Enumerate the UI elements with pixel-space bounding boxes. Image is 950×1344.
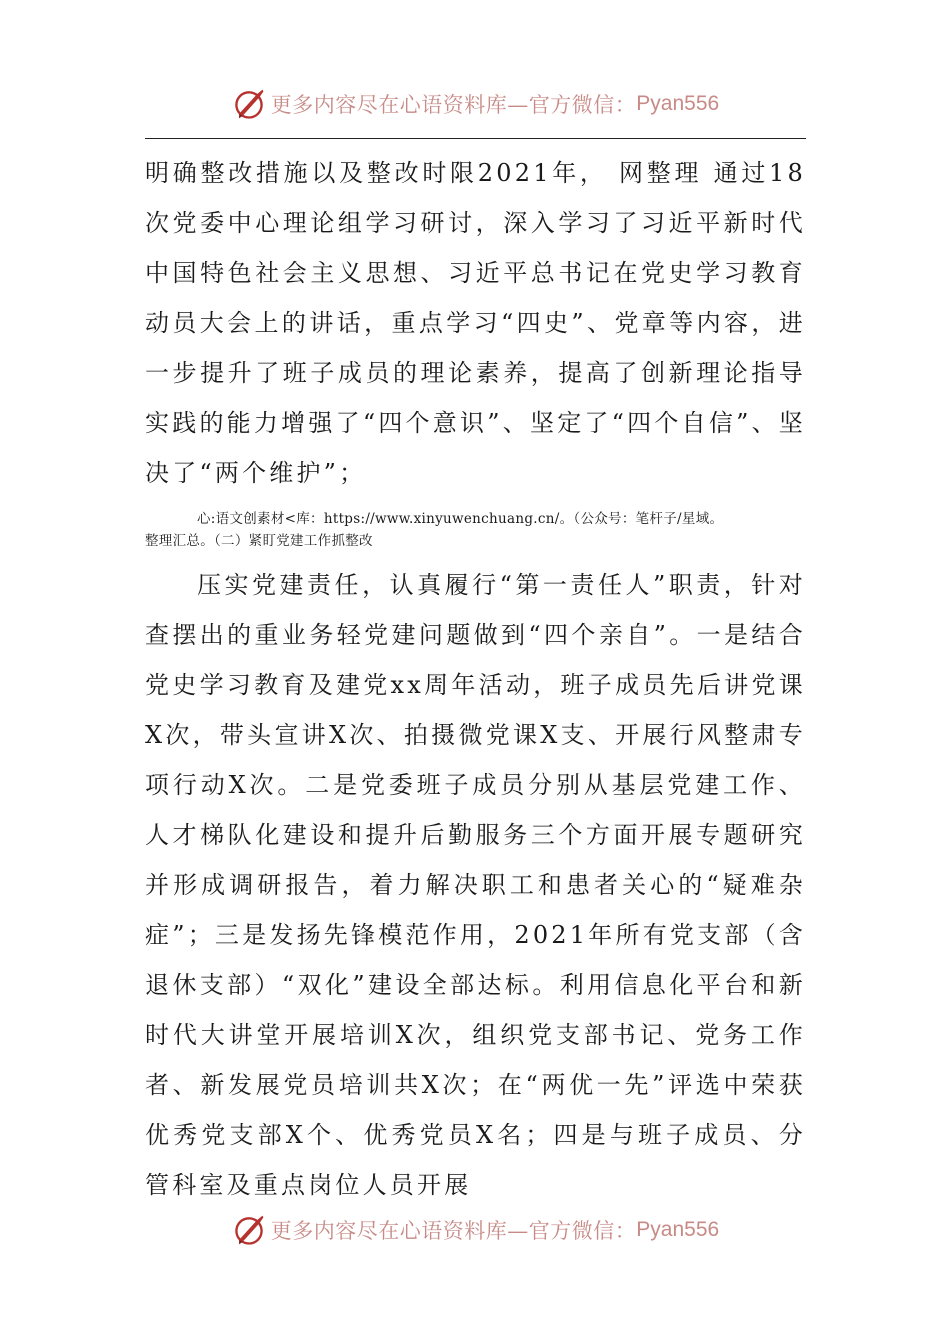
document-body [145, 148, 806, 1210]
header-banner [0, 82, 950, 126]
footer-banner [0, 1208, 950, 1252]
source-note [145, 508, 806, 552]
section-heading-line: 整理汇总。（二）紧盯党建工作抓整改 [145, 533, 373, 549]
header-divider [145, 138, 806, 139]
banner-text: 更多内容尽在心语资料库—官方微信： [270, 93, 637, 117]
body-paragraph: 压实党建责任，认真履行“第一责任人”职责，针对查摆出的重业务轻党建问题做到“四个亲自”。一是结合党史学习教育及建党xx周年活动，班子成员先后讲党课X次，带头宣讲X次、拍摄微党课X支、开展行风整肃专项行动X次。二是党委班子成员分别从基层党建工作、人才梯队化建设和提升后勤服务三个方面开展专题研究并形成调研报告，着力解决职工和患者关心的“疑难杂症”；三是发扬先锋模范作用，2021年所有党支部（含退休支部）“双化”建设全部达标。利用信息化平台和新时代大讲堂开展培训X次，组织党支部书记、党务工作者、新发展党员培训共X次；在“两优一先”评选中荣获优秀党支部X个、优秀党员X名；四是与班子成员、分管科室及重点岗位人员开展 [145, 571, 806, 1199]
wechat-id: Pyan556 [636, 92, 720, 115]
source-note-line: 心:语文创素材<库：https://www.xinyuwenchuang.cn/。（公众号：笔杆子/星域。 [197, 511, 724, 527]
pen-quill-logo-icon [231, 1212, 267, 1248]
body-paragraph: 明确整改措施以及整改时限2021年， 网整理 通过18次党委中心理论组学习研讨，深入学习了习近平新时代中国特色社会主义思想、习近平总书记在党史学习教育动员大会上的讲话，重点学习“四史”、党章等内容，进一步提升了班子成员的理论素养，提高了创新理论指导实践的能力增强了“四个意识”、坚定了“四个自信”、坚决了“两个维护”； [145, 159, 806, 487]
wechat-id: Pyan556 [636, 1218, 720, 1241]
banner-text: 更多内容尽在心语资料库—官方微信： [270, 1219, 637, 1243]
pen-quill-logo-icon [231, 86, 267, 122]
